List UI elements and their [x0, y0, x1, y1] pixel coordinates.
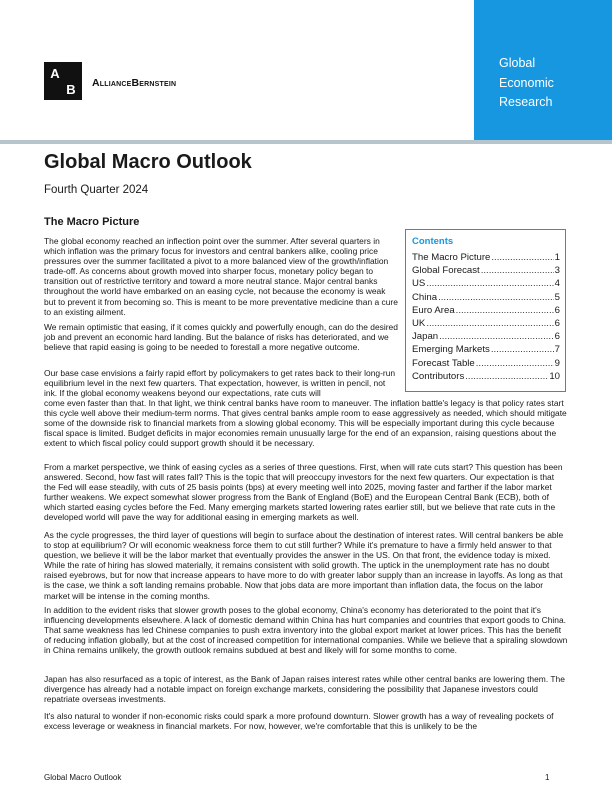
toc-leader — [439, 330, 554, 343]
footer-page-number: 1 — [545, 773, 550, 782]
toc-leader — [481, 264, 554, 277]
toc-leader — [426, 277, 553, 290]
toc-item-label: Euro Area — [412, 304, 455, 316]
body-paragraph: As the cycle progresses, the third layer of questions will begin to surface about the destination of interest rates. Will central bankers be able to stop at equilibrium? Or will economic weakness force them to cut still further? While it's premature to have a firmly held answer to that question, we believe it will be the labor market that eventually provides the answer in the US. On that front, the evidence today is mixed. While the rate of hiring has slowed materially, it remains consistent with solid growth. The uptick in the unemployment rate has no doubt raised eyebrows, but for now that increase appears to have more to do with greater labor supply than an increase in layoffs. As long as that is the case, we think a soft landing remains probable. Now that jobs data are more important than inflation data, the focus on the labor market will be intense in the coming months. — [44, 530, 564, 601]
toc-leader — [465, 370, 548, 383]
toc-item[interactable] — [412, 343, 560, 356]
toc-item[interactable] — [412, 291, 560, 304]
toc-item-label: Emerging Markets — [412, 344, 490, 356]
toc-item[interactable] — [412, 330, 560, 343]
toc-leader — [491, 251, 553, 264]
toc-item-label: The Macro Picture — [412, 252, 491, 263]
toc-item[interactable] — [412, 317, 560, 330]
page-subtitle: Fourth Quarter 2024 — [44, 184, 149, 196]
toc-item[interactable] — [412, 264, 560, 277]
logo-wordmark: AllianceBernstein — [92, 77, 177, 89]
footer-doc-name: Global Macro Outlook — [44, 773, 122, 782]
toc-item[interactable] — [412, 370, 560, 383]
body-paragraph: It's also natural to wonder if non-economic risks could spark a more profound downturn. Slower growth has a way of revealing pockets of excess leverage or weakness in financial markets. For now, however, we're comfortable that this is unlikely to be the — [44, 711, 554, 732]
toc-item-label: China — [412, 291, 438, 303]
toc-item-page: 4 — [554, 278, 560, 290]
toc-item-label: UK — [412, 318, 426, 330]
toc-leader — [438, 291, 554, 304]
brand-label: Global Economic Research — [499, 56, 554, 109]
toc-item-page: 1 — [554, 252, 560, 263]
ab-logo-icon — [44, 62, 82, 100]
logo-letter-a: A — [50, 65, 60, 81]
toc-item-page: 7 — [554, 344, 560, 356]
page-title: Global Macro Outlook — [44, 151, 252, 173]
toc-item-page: 9 — [554, 357, 560, 369]
body-paragraph: In addition to the evident risks that slower growth poses to the global economy, China's economy has deteriorated to the point that it's influencing developments elsewhere. A lack of domestic demand within China has hurt companies and countries that export goods to China. That same weakness has led Chinese companies to push extra inventory into the global export market at lower prices. This has the benefit of reducing inflation globally, but at the cost of increased competition for international companies. While we believe that a spiraling slowdown in China remains unlikely, the growth outlook remains subdued at best and likely will for some months to come. — [44, 605, 568, 656]
body-paragraph: The global economy reached an inflection point over the summer. After several quarters in which inflation was the primary focus for investors and central bankers alike, cooling price pressures over the summer facilitated a pivot to a more balanced view of the growth/inflation trade-off. As concerns about growth moved into sharper focus, monetary policy began to transition out of restrictive territory and toward a more neutral stance. Major central banks throughout the world have embarked on an easing cycle, not because the economy is weak but to prevent it from becoming so. This is meant to be more preventative medicine than a cure to an existing ailment. — [44, 236, 398, 317]
toc-item-page: 3 — [554, 265, 560, 277]
toc-leader — [456, 304, 554, 317]
contents-box — [405, 229, 566, 392]
logo-letter-blank-2 — [48, 82, 62, 96]
toc-item-page: 10 — [549, 370, 560, 382]
toc-item[interactable] — [412, 304, 560, 317]
header-banner — [0, 0, 612, 140]
toc-item[interactable] — [412, 277, 560, 290]
toc-item-label: Global Forecast — [412, 265, 480, 277]
toc-item-label: Japan — [412, 331, 439, 343]
toc-leader — [476, 357, 554, 370]
banner-divider — [0, 140, 612, 144]
toc-item-label: US — [412, 278, 426, 290]
toc-item-label: Forecast Table — [412, 357, 475, 369]
toc-leader — [426, 317, 553, 330]
section-heading: The Macro Picture — [44, 216, 140, 228]
body-paragraph: From a market perspective, we think of easing cycles as a series of three questions. First, when will rate cuts start? This question has been answered. Second, how fast will rates fall? This is the topic that will preoccupy investors for the next few quarters. Our expectation is that the Fed will ease steadily, with cuts of 25 basis points (bps) at every meeting well into 2025, moving faster and farther if the labor market further weakens. We expect somewhat slower progress from the Bank of England (BoE) and the European Central Bank (ECB), both of which started easing cycles before the Fed. Many emerging markets started lowering rates earlier still, but we believe that rate cuts in the developed world will pave the way for additional easing in emerging markets as well. — [44, 462, 563, 523]
toc-item-page: 5 — [554, 291, 560, 303]
toc-leader — [491, 343, 554, 356]
body-paragraph: Japan has also resurfaced as a topic of interest, as the Bank of Japan raises interest rates while other central banks are lowering them. The divergence has already had a notable impact on foreign exchange markets, considering the possibility that Japanese investors could repatriate overseas investments. — [44, 674, 565, 705]
toc-item-page: 6 — [554, 304, 560, 316]
body-paragraph: come even faster than that. In that light, we think central banks have room to maneuver. The inflation battle's legacy is that policy rates start this cycle well above their medium-term norms. That gives central banks ample room to ease aggressively as needed, which should mitigate some of the downside risk to financial markets from a slowing global economy. This will be especially important during this cycle because fiscal space is limited. Budget deficits in major economies remain unusually large for the end of an expansion, raising questions about the extent to which fiscal policy could support growth should it be necessary. — [44, 398, 567, 449]
toc-item-page: 6 — [554, 318, 560, 330]
toc-item[interactable] — [412, 251, 560, 264]
logo-letter-blank-1 — [64, 66, 78, 80]
body-paragraph: Our base case envisions a fairly rapid effort by policymakers to get rates back to their long-run equilibrium level in the next few quarters. That expectation, however, is written in pencil, not ink. If the global economy weakens beyond our expectations, rate cuts will — [44, 368, 396, 399]
body-paragraph: We remain optimistic that easing, if it comes quickly and powerfully enough, can do the desired job and prevent an economic hard landing. But the balance of risks has deteriorated, and we believe that rapid easing is going to be needed to forestall a more negative outcome. — [44, 322, 398, 353]
toc-item[interactable] — [412, 357, 560, 370]
toc-item-label: Contributors — [412, 370, 465, 382]
toc-item-page: 6 — [554, 331, 560, 343]
logo-letter-b: B — [66, 81, 76, 97]
contents-heading: Contents — [412, 236, 454, 247]
